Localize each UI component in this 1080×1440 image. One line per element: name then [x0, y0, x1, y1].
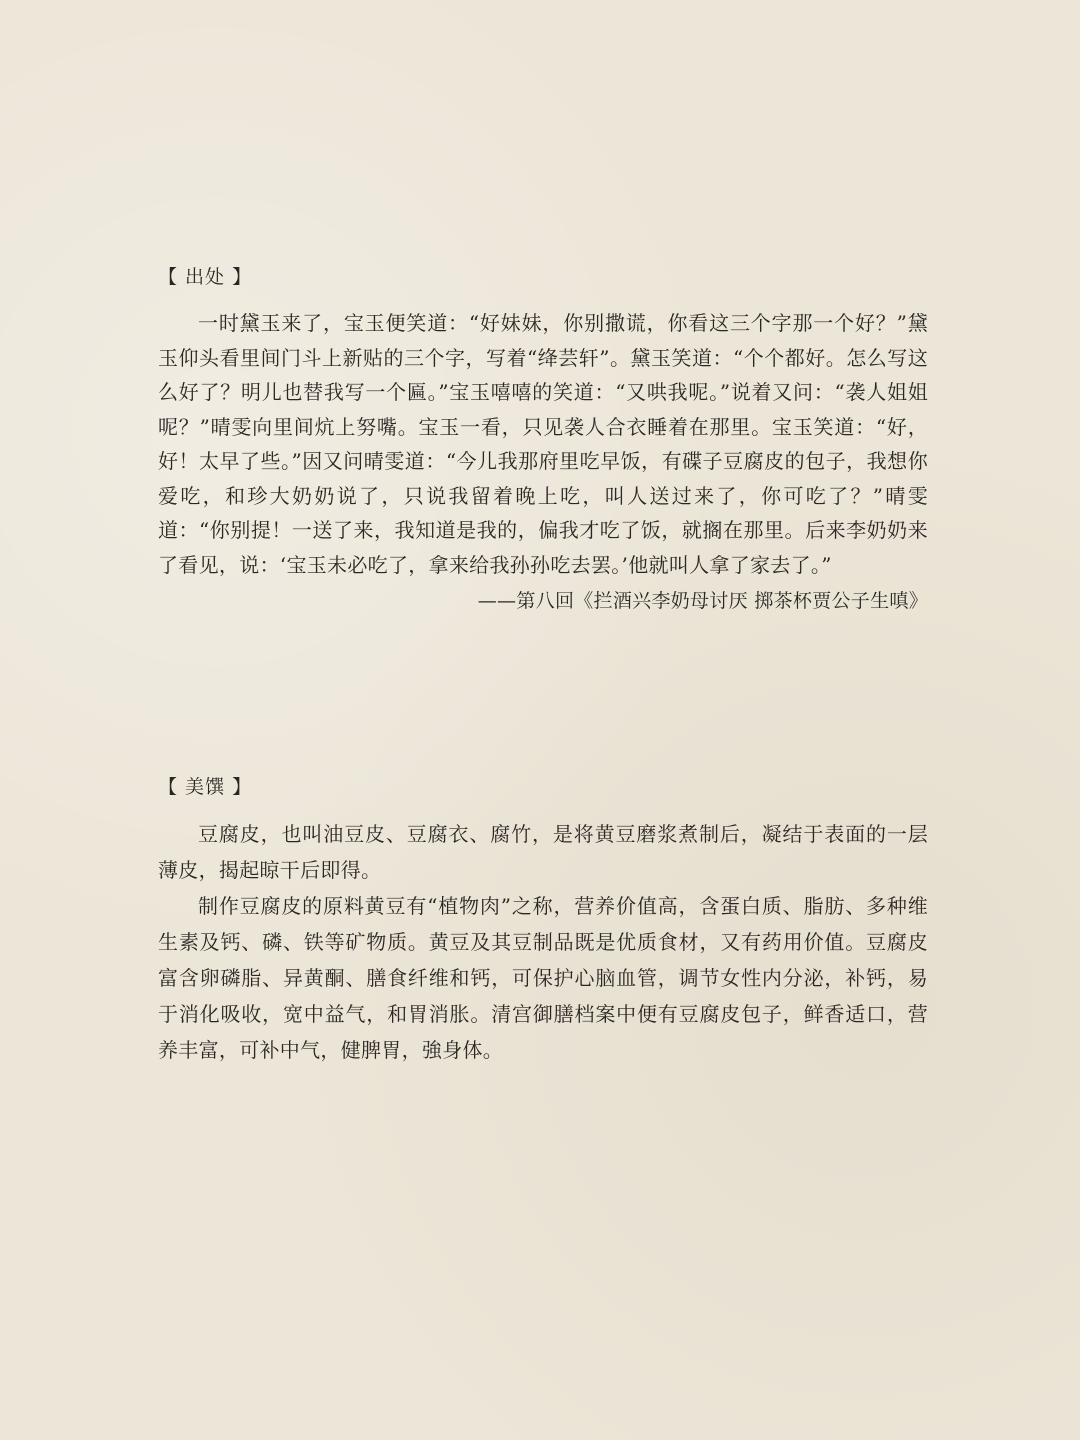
dish-paragraph: 豆腐皮，也叫油豆皮、豆腐衣、腐竹，是将黄豆磨浆煮制后，凝结于表面的一层薄皮，揭起晾干后即得。: [158, 822, 928, 882]
dish-paragraph: 制作豆腐皮的原料黄豆有“植物肉”之称，营养价值高，含蛋白质、脂肪、多种维生素及钙、磷、铁等矿物质。黄豆及其豆制品既是优质食材，又有药用价值。豆腐皮富含卵磷脂、异黄酮、膳食纤维和钙，可保护心脑血管，调节女性内分泌，补钙，易于消化吸收，宽中益气，和胃消胀。清宫御膳档案中便有豆腐皮包子，鲜香适口，营养丰富，可补中气，健脾胃，強身体。: [158, 894, 928, 1062]
origin-paragraph: 一时黛玉来了，宝玉便笑道：“好妹妹，你别撒谎，你看这三个字那一个好？”黛玉仰头看里间门斗上新贴的三个字，写着“绛芸轩”。黛玉笑道：“个个都好。怎么写这么好了？明儿也替我写一个匾。”宝玉嘻嘻的笑道：“又哄我呢。”说着又问：“袭人姐姐呢？”晴雯向里间炕上努嘴。宝玉一看，只见袭人合衣睡着在那里。宝玉笑道：“好，好！太早了些。”因又问晴雯道：“今儿我那府里吃早饭，有碟子豆腐皮的包子，我想你爱吃，和珍大奶奶说了，只说我留着晚上吃，叫人送过来了，你可吃了？”晴雯道：“你别提！一送了来，我知道是我的，偏我才吃了饭，就搁在那里。后来李奶奶来了看见，说：‘宝玉未必吃了，拿来给我孙孙吃去罢。’他就叫人拿了家去了。”: [158, 311, 928, 577]
dish-heading: 【 美馔 】: [158, 776, 253, 798]
origin-section: [158, 262, 928, 618]
dish-section: [158, 772, 928, 1068]
origin-source-citation: ——第八回《拦酒兴李奶母讨厌 掷茶杯贾公子生嗔》: [477, 590, 928, 612]
origin-heading: 【 出处 】: [158, 266, 253, 288]
